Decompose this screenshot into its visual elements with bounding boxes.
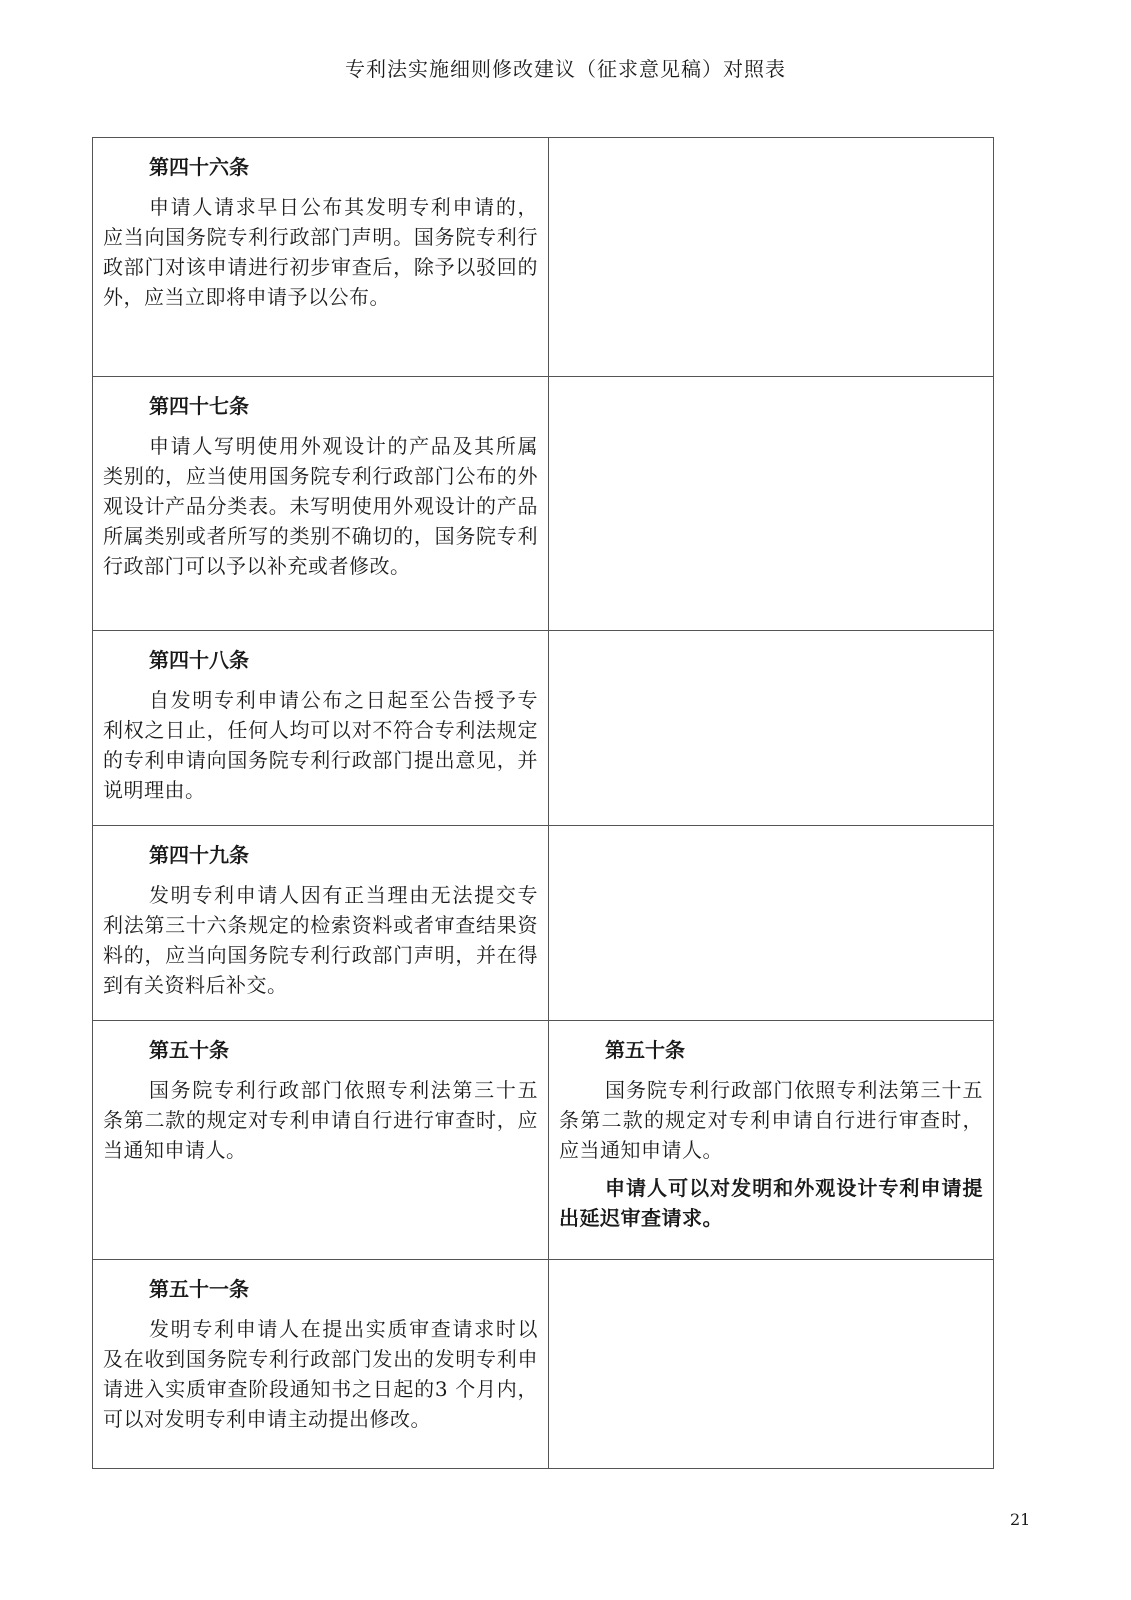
- comparison-table: [92, 137, 994, 1469]
- page-number: 21: [1010, 1510, 1031, 1529]
- original-text-cell: [93, 826, 549, 1021]
- table-row-article-47: [93, 377, 994, 631]
- article-heading: 第五十条: [149, 1038, 229, 1062]
- article-paragraph: 申请人写明使用外观设计的产品及其所属类别的，应当使用国务院专利行政部门公布的外观设计产品分类表。未写明使用外观设计的产品所属类别或者所写的类别不确切的，国务院专利行政部门可以予以补充或者修改。: [103, 434, 538, 578]
- original-text-cell: [93, 377, 549, 631]
- article-paragraph: 国务院专利行政部门依照专利法第三十五条第二款的规定对专利申请自行进行审查时，应当通知申请人。: [103, 1078, 538, 1162]
- article-paragraph: 自发明专利申请公布之日起至公告授予专利权之日止，任何人均可以对不符合专利法规定的专利申请向国务院专利行政部门提出意见，并说明理由。: [103, 688, 538, 802]
- original-text-cell: [93, 138, 549, 377]
- article-paragraph: 申请人请求早日公布其发明专利申请的，应当向国务院专利行政部门声明。国务院专利行政部门对该申请进行初步审查后，除予以驳回的外，应当立即将申请予以公布。: [103, 195, 538, 309]
- page-header-title: 专利法实施细则修改建议（征求意见稿）对照表: [345, 57, 786, 81]
- article-heading: 第五十一条: [149, 1277, 249, 1301]
- table-row-article-49: [93, 826, 994, 1021]
- article-paragraph: 国务院专利行政部门依照专利法第三十五条第二款的规定对专利申请自行进行审查时，应当通知申请人。: [559, 1078, 983, 1162]
- revised-text-cell: [549, 138, 994, 377]
- original-text-cell: [93, 1260, 549, 1469]
- table-row-article-50: [93, 1021, 994, 1260]
- article-heading: 第四十九条: [149, 843, 249, 867]
- revised-text-cell: [549, 1021, 994, 1260]
- revised-text-cell: [549, 631, 994, 826]
- article-heading: 第四十六条: [149, 155, 249, 179]
- original-text-cell: [93, 631, 549, 826]
- table-row-article-51: [93, 1260, 994, 1469]
- added-paragraph: 申请人可以对发明和外观设计专利申请提出延迟审查请求。: [559, 1176, 983, 1230]
- article-heading: 第四十七条: [149, 394, 249, 418]
- table-row-article-48: [93, 631, 994, 826]
- revised-text-cell: [549, 377, 994, 631]
- revised-text-cell: [549, 1260, 994, 1469]
- table-row-article-46: [93, 138, 994, 377]
- article-heading: 第四十八条: [149, 648, 249, 672]
- revised-text-cell: [549, 826, 994, 1021]
- article-paragraph: 发明专利申请人在提出实质审查请求时以及在收到国务院专利行政部门发出的发明专利申请进入实质审查阶段通知书之日起的3 个月内，可以对发明专利申请主动提出修改。: [103, 1317, 538, 1431]
- article-paragraph: 发明专利申请人因有正当理由无法提交专利法第三十六条规定的检索资料或者审查结果资料的，应当向国务院专利行政部门声明，并在得到有关资料后补交。: [103, 883, 538, 997]
- original-text-cell: [93, 1021, 549, 1260]
- article-heading: 第五十条: [605, 1038, 685, 1062]
